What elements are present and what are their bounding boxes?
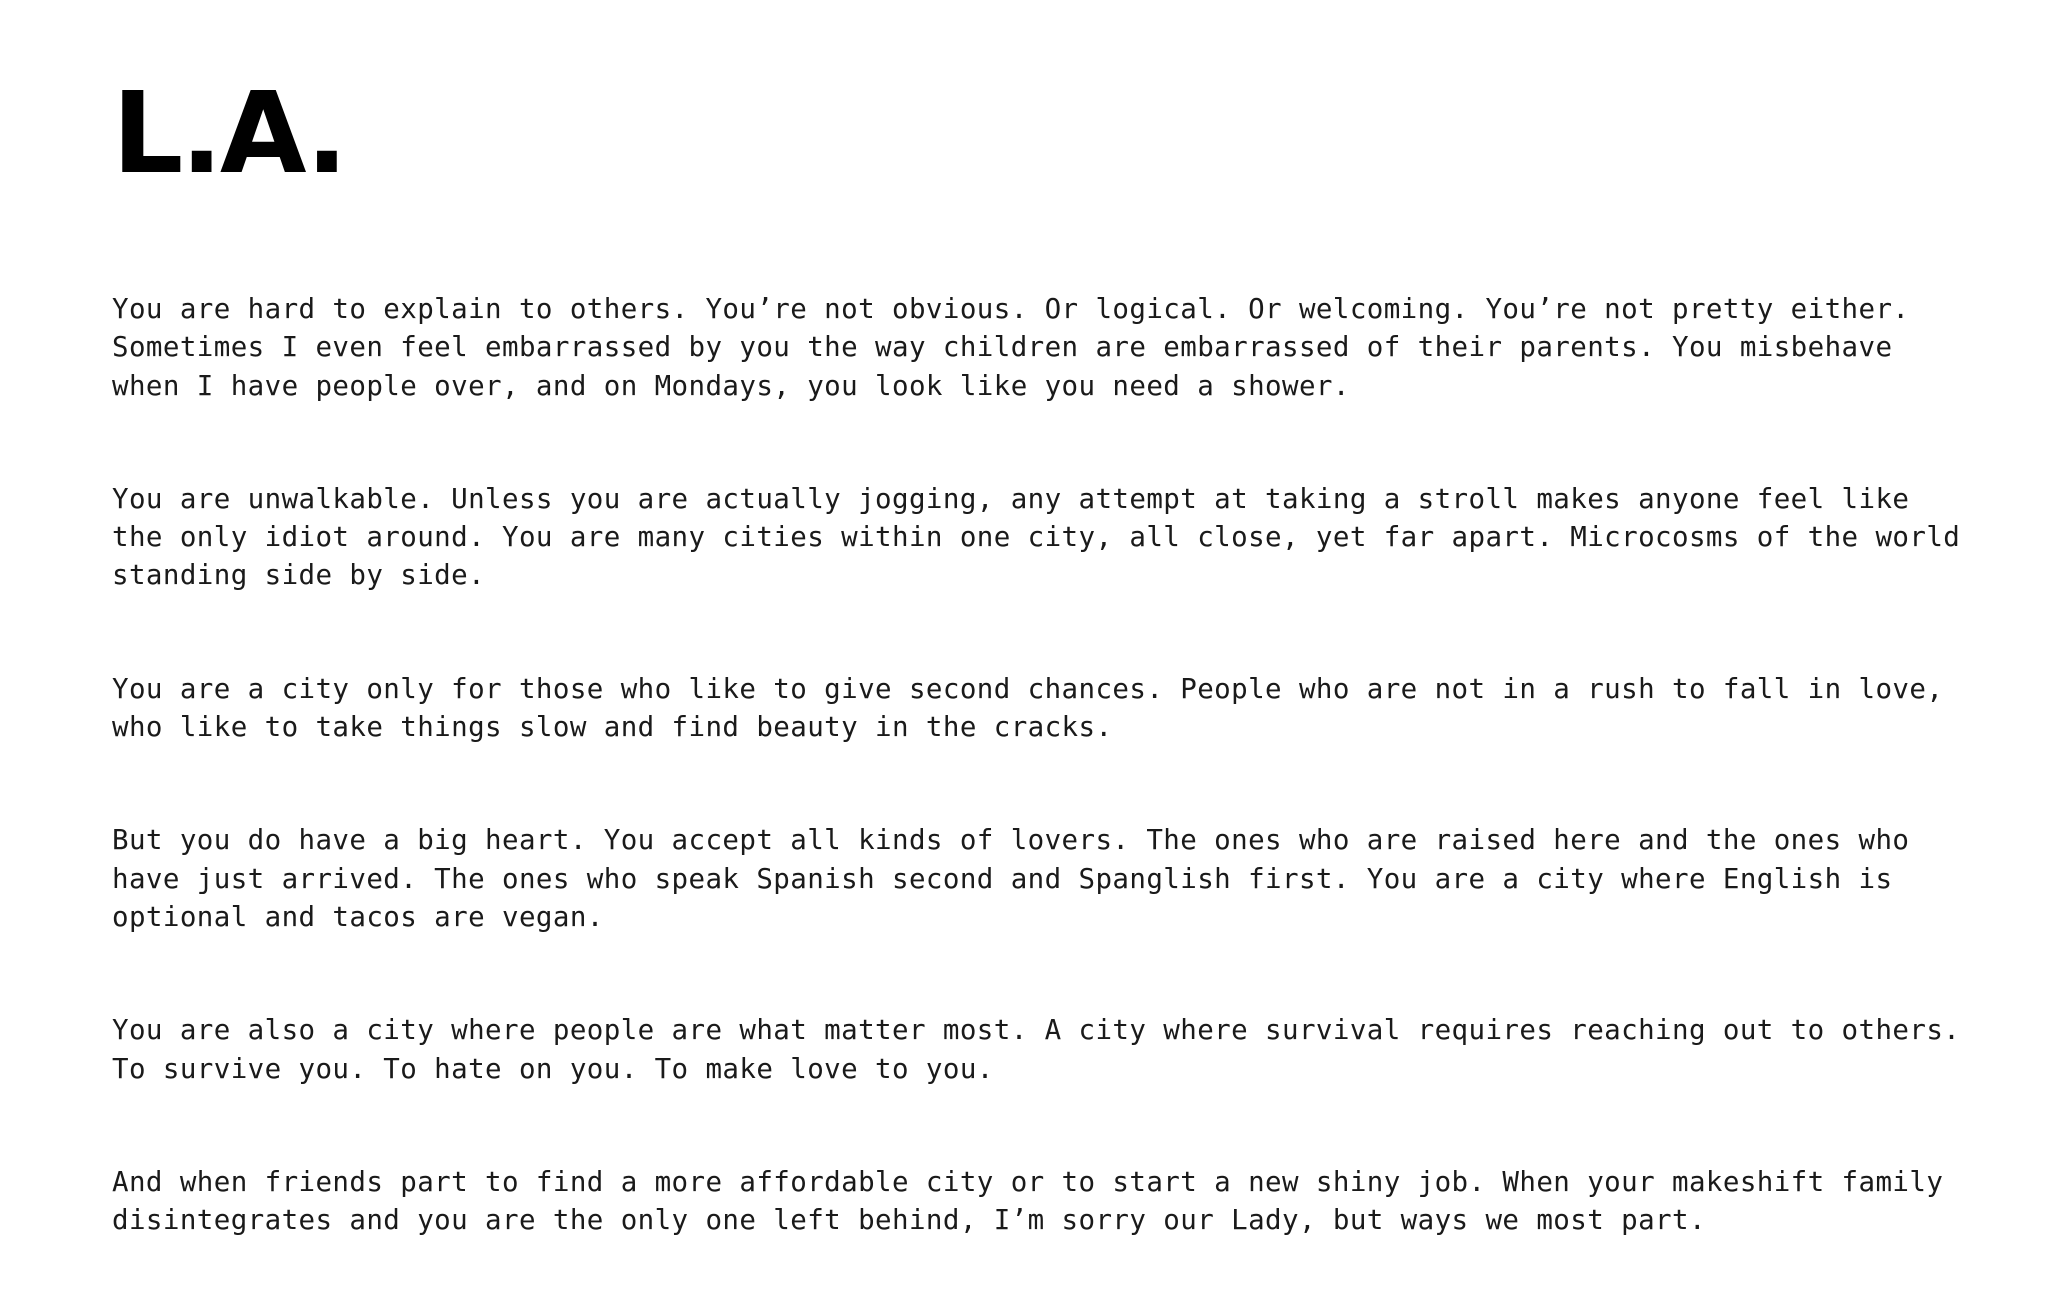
- page-title: L.A.: [112, 69, 346, 199]
- paragraph-line: You are unwalkable. Unless you are actually jogging, any attempt at taking a stroll makes anyone feel like: [112, 482, 1910, 515]
- paragraph-line: Sometimes I even feel embarrassed by you the way children are embarrassed of their parents. You misbehave: [112, 331, 1893, 364]
- paragraph-line: have just arrived. The ones who speak Spanish second and Spanglish first. You are a city where English is: [112, 862, 1893, 895]
- paragraph-2: [112, 480, 2012, 595]
- paragraph-line: who like to take things slow and find beauty in the cracks.: [112, 711, 1113, 744]
- paragraph-line: To survive you. To hate on you. To make love to you.: [112, 1052, 994, 1085]
- paragraph-line: You are hard to explain to others. You’re not obvious. Or logical. Or welcoming. You’re not pretty either.: [112, 293, 1910, 325]
- paragraph-1: [112, 290, 2012, 405]
- paragraph-line: But you do have a big heart. You accept all kinds of lovers. The ones who are raised here and the ones who: [112, 824, 1910, 857]
- paragraph-line: optional and tacos are vegan.: [112, 900, 604, 933]
- paragraph-line: You are also a city where people are what matter most. A city where survival requires reaching out to others.: [112, 1014, 1961, 1047]
- paragraph-line: standing side by side.: [112, 559, 486, 592]
- paragraph-line: disintegrates and you are the only one left behind, I’m sorry our Lady, but ways we most part.: [112, 1204, 1706, 1237]
- paragraph-line: when I have people over, and on Mondays, you look like you need a shower.: [112, 369, 1350, 402]
- paragraph-5: [112, 1011, 2012, 1088]
- paragraph-4: [112, 821, 2012, 936]
- paragraph-line: And when friends part to find a more affordable city or to start a new shiny job. When your makeshift family: [112, 1165, 1944, 1198]
- paragraph-6: [112, 1163, 2012, 1240]
- body-text: [112, 290, 2012, 1314]
- paragraph-3: [112, 670, 2012, 747]
- paragraph-line: the only idiot around. You are many cities within one city, all close, yet far apart. Microcosms of the world: [112, 521, 1961, 554]
- paragraph-line: You are a city only for those who like to give second chances. People who are not in a rush to fall in love,: [112, 672, 1944, 705]
